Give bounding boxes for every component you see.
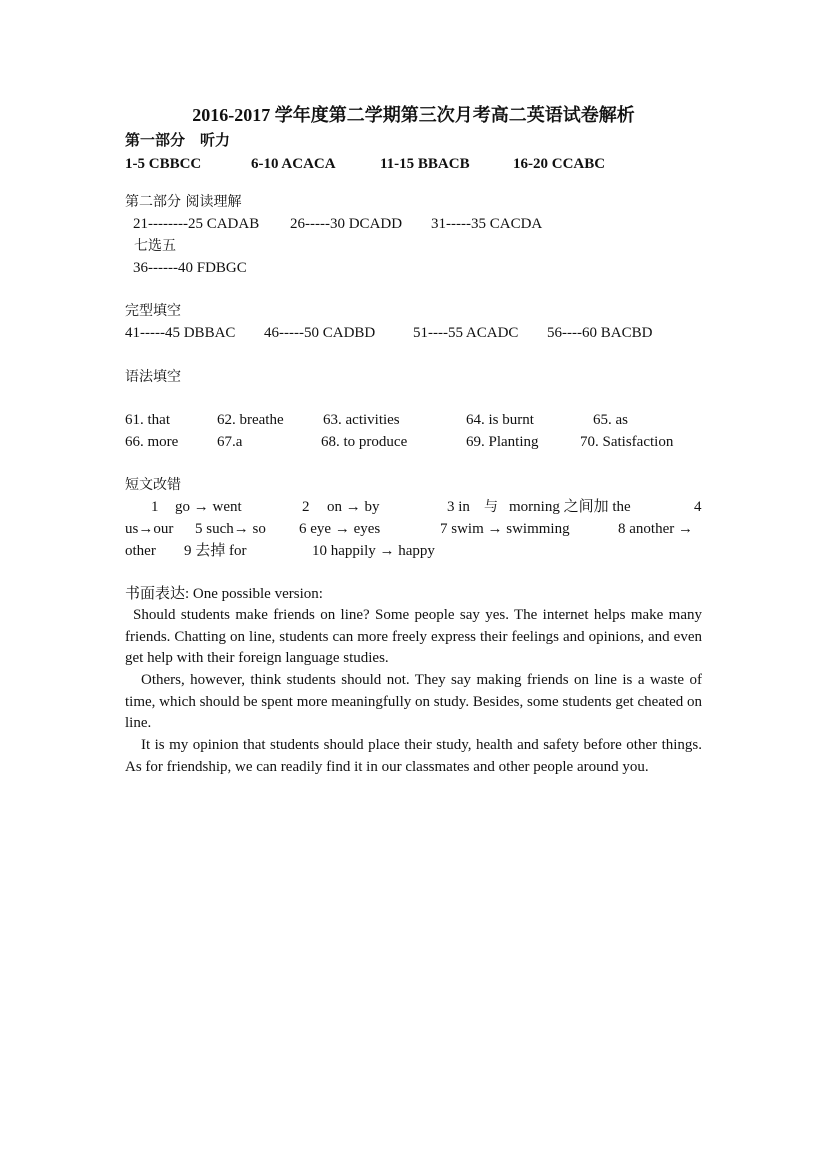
part2-answer-2: 26-----30 DCADD: [290, 216, 403, 232]
correction-item: 3 in: [447, 499, 470, 515]
correction-item: other: [125, 543, 156, 559]
correction-item: 1: [151, 499, 159, 515]
part2-heading: 第二部分 阅读理解: [125, 194, 242, 210]
cloze-answer-2: 46-----50 CADBD: [264, 325, 376, 341]
correction-item: on → by: [327, 499, 380, 515]
writing-heading: 书面表达: One possible version:: [125, 586, 323, 602]
grammar-item: 61. that: [125, 412, 170, 428]
grammar-item: 70. Satisfaction: [580, 434, 674, 450]
part2-sub-answers: 36------40 FDBGC: [133, 260, 247, 276]
part2-answer-1: 21--------25 CADAB: [133, 216, 260, 232]
grammar-item: 62. breathe: [217, 412, 284, 428]
correction-item: us→our: [125, 521, 174, 537]
correction-item: 6 eye → eyes: [299, 521, 381, 537]
correction-item: morning 之间加 the: [509, 499, 631, 515]
writing-paragraph-3: It is my opinion that students should place their study, health and safety before other things. As for friendship, we can readily find it in our classmates and other people around you.: [125, 737, 702, 775]
cloze-answer-4: 56----60 BACBD: [547, 325, 653, 341]
part1-answer-1: 1-5 CBBCC: [125, 156, 202, 172]
correction-item: 7 swim → swimming: [440, 521, 570, 537]
part2-sub-heading: 七选五: [134, 238, 176, 254]
correction-heading: 短文改错: [125, 477, 181, 493]
grammar-item: 64. is burnt: [466, 412, 534, 428]
correction-item: 5 such→ so: [195, 521, 266, 537]
cloze-answer-1: 41-----45 DBBAC: [125, 325, 236, 341]
part1-answer-3: 11-15 BBACB: [380, 156, 470, 172]
part2-answer-3: 31-----35 CACDA: [431, 216, 543, 232]
correction-item: 9 去掉 for: [184, 543, 247, 559]
cloze-heading: 完型填空: [125, 303, 181, 319]
cloze-answer-3: 51----55 ACADC: [413, 325, 519, 341]
writing-paragraph-1: Should students make friends on line? Some people say yes. The internet helps make many friends. Chatting on line, students can more freely express their feelings and opinions, and even get help with their foreign language studies.: [125, 607, 702, 667]
page-title: 2016-2017 学年度第二学期第三次月考高二英语试卷解析: [192, 105, 635, 125]
grammar-item: 68. to produce: [321, 434, 408, 450]
part1-heading: 第一部分 听力: [125, 131, 231, 149]
grammar-item: 65. as: [593, 412, 628, 428]
grammar-item: 63. activities: [323, 412, 400, 428]
correction-item: go → went: [175, 499, 242, 515]
writing-paragraph-2: Others, however, think students should not. They say making friends on line is a waste of time, which should be spent more meaningfully on study. Besides, some students get cheated on line.: [125, 672, 702, 732]
grammar-item: 67.a: [217, 434, 243, 450]
grammar-item: 69. Planting: [466, 434, 539, 450]
part1-answer-2: 6-10 ACACA: [251, 156, 336, 172]
correction-item: 与: [484, 499, 498, 515]
correction-item: 8 another →: [618, 521, 693, 537]
correction-item: 4: [694, 499, 702, 515]
correction-item: 10 happily → happy: [312, 543, 435, 559]
correction-item: 2: [302, 499, 310, 515]
grammar-item: 66. more: [125, 434, 179, 450]
grammar-heading: 语法填空: [125, 369, 181, 385]
part1-answer-4: 16-20 CCABC: [513, 156, 606, 172]
